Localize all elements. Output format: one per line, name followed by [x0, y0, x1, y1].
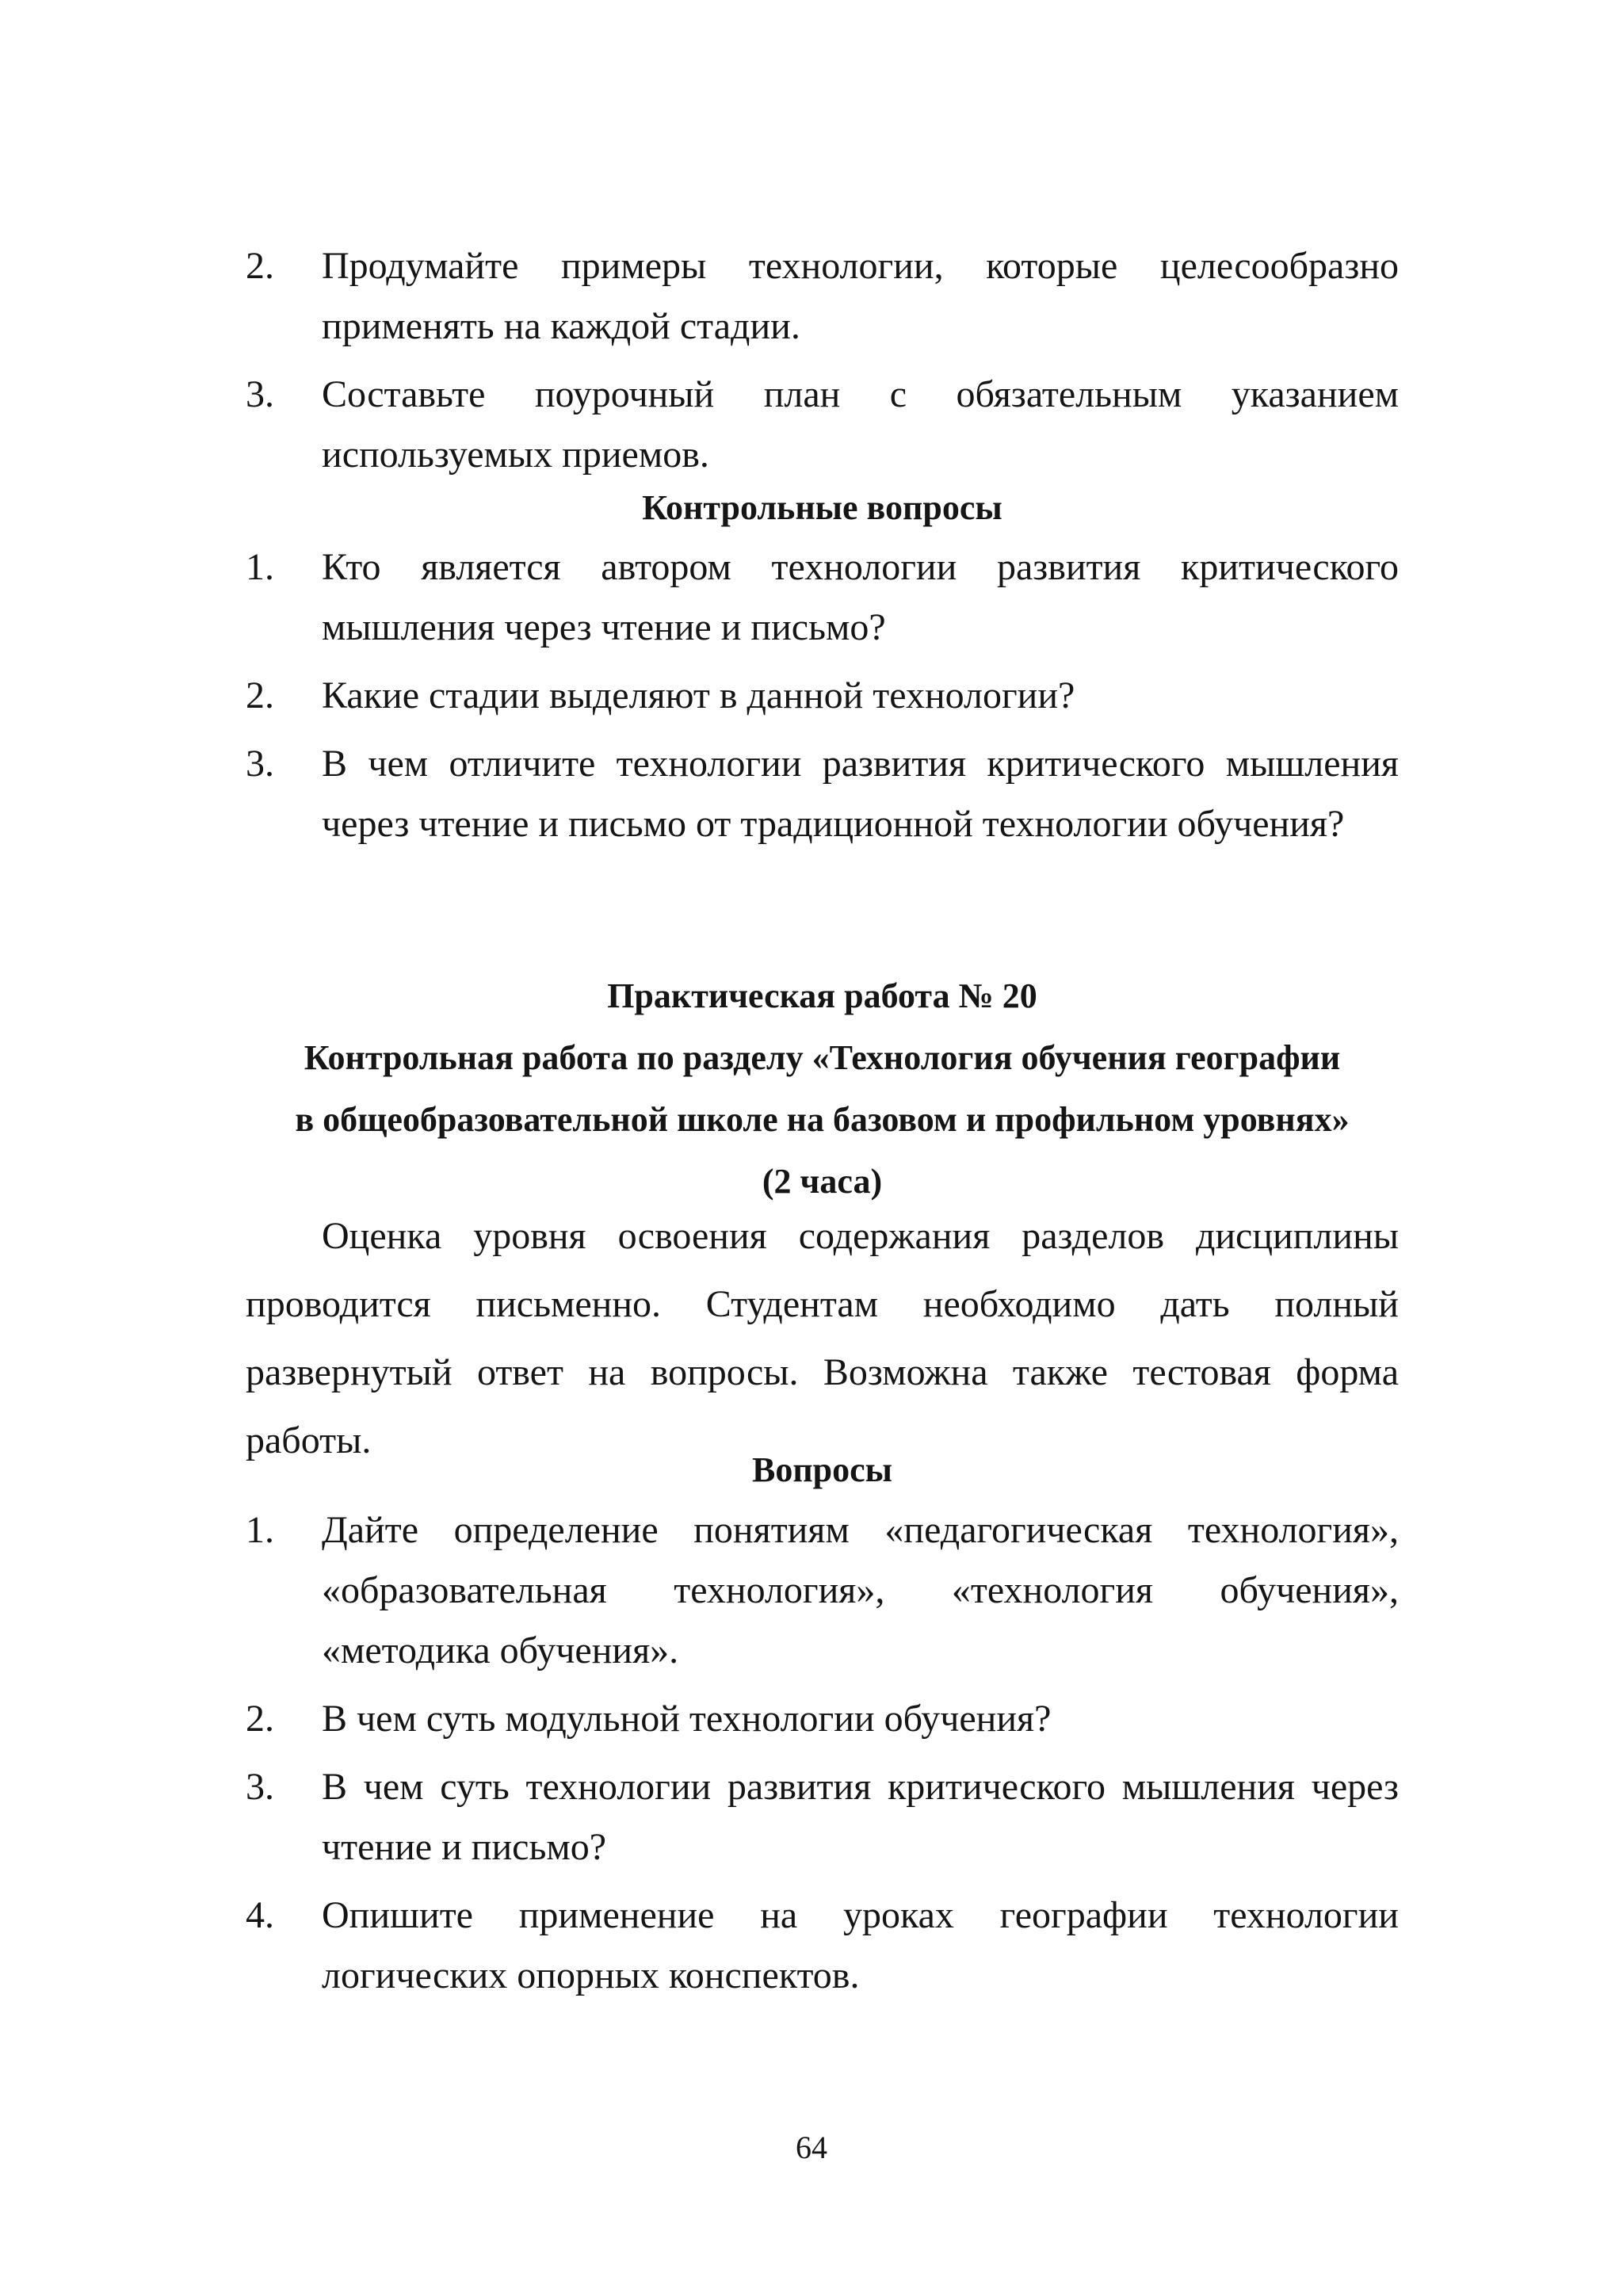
- list-item-text: В чем отличите технологии развития критического мышления через чтение и письмо от традиционной технологии обучения?: [322, 743, 1399, 845]
- task-list: [246, 236, 1399, 493]
- page-number: 64: [796, 2130, 827, 2165]
- list-item-number: 2.: [246, 1698, 274, 1740]
- list-item-text: Кто является автором технологии развития критического мышления через чтение и письмо?: [322, 546, 1399, 648]
- list-item-number: 4.: [246, 1894, 274, 1936]
- list-item: [246, 666, 1399, 726]
- practical-work-duration: (2 часа): [762, 1162, 883, 1201]
- list-item-text: Продумайте примеры технологии, которые целесообразно применять на каждой стадии.: [322, 245, 1399, 347]
- control-questions-list: [246, 537, 1399, 862]
- list-item-number: 2.: [246, 245, 274, 287]
- questions-list: [246, 1500, 1399, 2014]
- practical-work-subtitle-line2: в общеобразовательной школе на базовом и профильном уровнях»: [295, 1100, 1350, 1139]
- practical-work-title: Практическая работа № 20: [607, 976, 1037, 1015]
- list-item: [246, 236, 1399, 357]
- list-item: [246, 734, 1399, 854]
- list-item-text: В чем суть модульной технологии обучения?: [322, 1698, 1052, 1740]
- practical-work-paragraph: Оценка уровня освоения содержания разделов дисциплины проводится письменно. Студентам необходимо дать полный развернутый ответ на вопросы. Возможна также тестовая форма работы.: [246, 1215, 1399, 1461]
- list-item: [246, 1500, 1399, 1681]
- list-item-text: Дайте определение понятиям «педагогическая технология», «образовательная технология», «технология обучения», «методика обучения».: [322, 1509, 1399, 1671]
- list-item-number: 1.: [246, 1509, 274, 1551]
- list-item-number: 1.: [246, 546, 274, 588]
- list-item-text: Опишите применение на уроках географии технологии логических опорных конспектов.: [322, 1894, 1399, 1996]
- list-item: [246, 365, 1399, 485]
- list-item-number: 3.: [246, 373, 274, 415]
- list-item: [246, 1689, 1399, 1749]
- list-item-text: Составьте поурочный план с обязательным указанием используемых приемов.: [322, 373, 1399, 476]
- list-item-number: 3.: [246, 1766, 274, 1808]
- control-questions-heading: Контрольные вопросы: [642, 488, 1002, 527]
- questions-heading: Вопросы: [751, 1450, 893, 1489]
- list-item: [246, 1885, 1399, 2006]
- practical-work-subtitle-line1: Контрольная работа по разделу «Технология обучения географии: [304, 1038, 1341, 1077]
- list-item: [246, 1757, 1399, 1878]
- list-item-number: 2.: [246, 674, 274, 716]
- list-item-number: 3.: [246, 743, 274, 785]
- list-item-text: Какие стадии выделяют в данной технологии?: [322, 674, 1075, 716]
- list-item: [246, 537, 1399, 658]
- list-item-text: В чем суть технологии развития критического мышления через чтение и письмо?: [322, 1766, 1399, 1868]
